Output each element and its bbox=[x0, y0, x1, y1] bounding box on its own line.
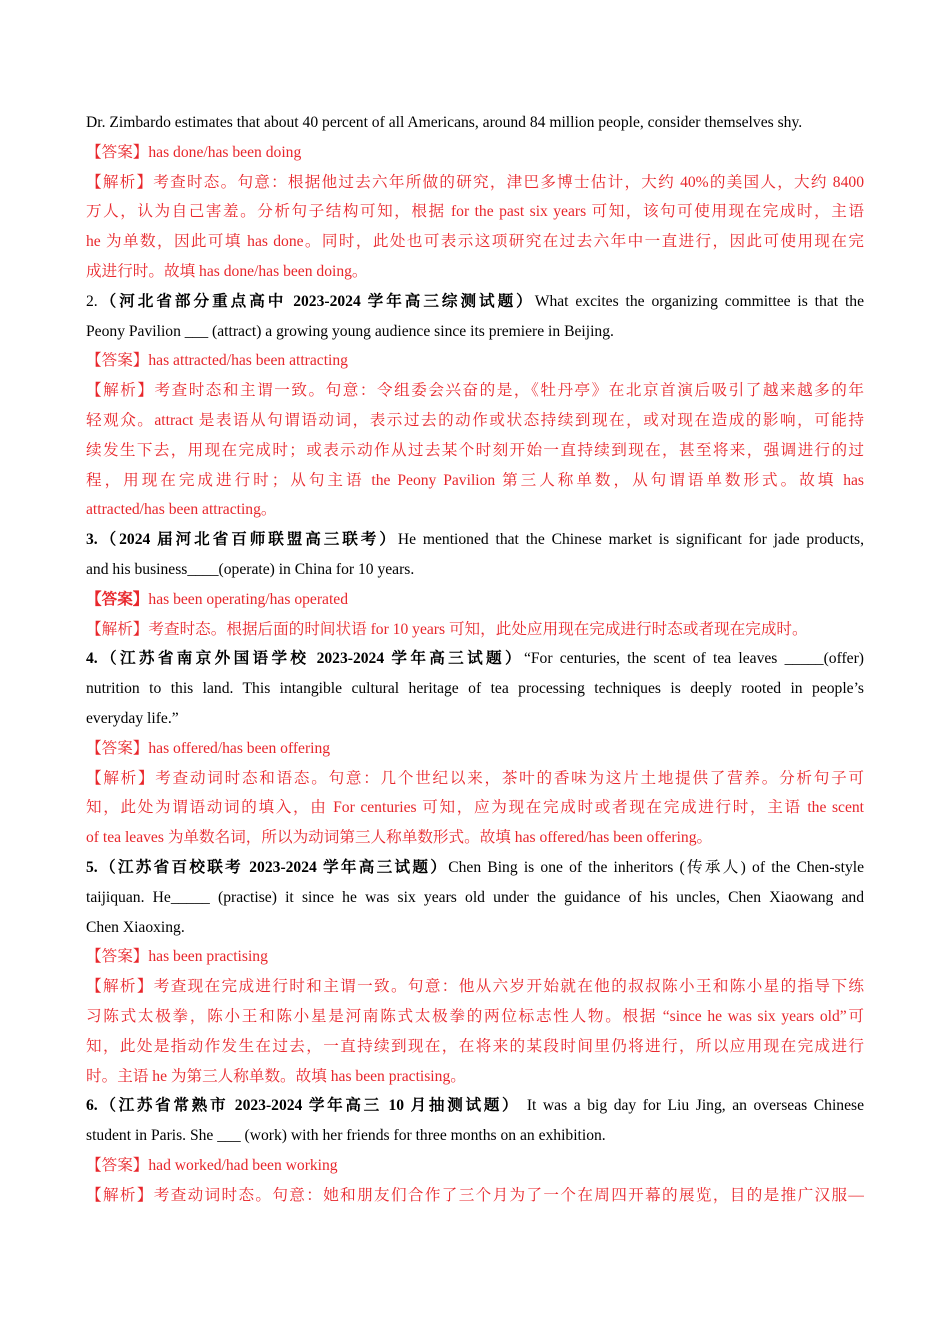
analysis-line: 成进行时。故填 has done/has been doing。 bbox=[86, 262, 368, 280]
analysis-line: 程，用现在完成进行时；从句主语 the Peony Pavilion 第三人称单数，从句谓语单数形式。故填 has bbox=[86, 471, 864, 489]
question-source: （江苏省常熟市 2023-2024 学年高三 10 月抽测试题） bbox=[97, 1097, 521, 1115]
analysis-line: 【解析】考查时态。句意：根据他过去六年所做的研究，津巴多博士估计，大约 40%的美国人，大约 8400 bbox=[86, 173, 864, 191]
analysis-line: 时。主语 he 为第三人称单数。故填 has been practising。 bbox=[86, 1067, 466, 1085]
question-line bbox=[86, 1091, 864, 1121]
analysis-line: 续发生下去，用现在完成时；或表示动作从过去某个时刻开始一直持续到现在，甚至将来，强调进行的过 bbox=[86, 441, 864, 459]
q3-analysis bbox=[86, 615, 864, 645]
q6-answer: 【答案】had worked/had been working bbox=[86, 1156, 338, 1174]
analysis-line: 轻观众。attract 是表语从句谓语动词，表示过去的动作或状态持续到现在，或对现在造成的影响，可能持 bbox=[86, 411, 864, 429]
intro-line: Dr. Zimbardo estimates that about 40 percent of all Americans, around 84 million people, consider themselves shy. bbox=[86, 114, 803, 131]
analysis-line: 【解析】考查动词时态和语态。句意：几个世纪以来，茶叶的香味为这片土地提供了营养。分析句子可 bbox=[86, 769, 864, 787]
analysis-line: 万人，认为自己害羞。分析句子结构可知，根据 for the past six years 可知，该句可使用现在完成时，主语 bbox=[86, 203, 864, 221]
question-number: 3. bbox=[86, 531, 98, 549]
question-3 bbox=[86, 525, 864, 585]
q1-answer: 【答案】has done/has been doing bbox=[86, 143, 302, 161]
question-text: It was a big day for Liu Jing, an overseas Chinese bbox=[520, 1097, 864, 1115]
question-text: Chen Bing is one of the inheritors (传承人) of the Chen-style bbox=[448, 858, 864, 876]
question-line bbox=[86, 644, 864, 674]
analysis-line: 【解析】考查时态和主谓一致。句意：令组委会兴奋的是，《牡丹亭》在北京首演后吸引了越来越多的年 bbox=[86, 382, 864, 400]
analysis-line: 【解析】考查现在完成进行时和主谓一致。句意：他从六岁开始就在他的叔叔陈小王和陈小星的指导下练 bbox=[86, 978, 864, 996]
question-line: student in Paris. She ___ (work) with her friends for three months on an exhibition. bbox=[86, 1127, 606, 1145]
question-line: Peony Pavilion ___ (attract) a growing young audience since its premiere in Beijing. bbox=[86, 322, 614, 340]
question-line bbox=[86, 853, 864, 883]
question-line bbox=[86, 287, 864, 317]
analysis-line: 【解析】考查时态。根据后面的时间状语 for 10 years 可知，此处应用现在完成进行时态或者现在完成时。 bbox=[86, 620, 808, 638]
question-number: 4. bbox=[86, 650, 98, 668]
q4-answer: 【答案】has offered/has been offering bbox=[86, 739, 331, 757]
question-5 bbox=[86, 853, 864, 942]
question-line: everyday life.” bbox=[86, 709, 179, 727]
q6-analysis bbox=[86, 1181, 864, 1211]
question-line: and his business____(operate) in China for 10 years. bbox=[86, 560, 415, 578]
analysis-line: attracted/has been attracting。 bbox=[86, 501, 277, 519]
question-6 bbox=[86, 1091, 864, 1151]
q2-answer: 【答案】has attracted/has been attracting bbox=[86, 352, 348, 370]
analysis-line: 知，此处为谓语动词的填入，由 For centuries 可知，应为现在完成时或者现在完成进行时，主语 the scent bbox=[86, 799, 864, 817]
q5-answer: 【答案】has been practising bbox=[86, 948, 268, 966]
question-line bbox=[86, 525, 864, 555]
question-2 bbox=[86, 287, 864, 347]
analysis-line: 知，此处是指动作发生在过去，一直持续到现在，在将来的某段时间里仍将进行，所以应用现在完成进行 bbox=[86, 1037, 864, 1055]
q1-analysis bbox=[86, 168, 864, 287]
question-line: Chen Xiaoxing. bbox=[86, 918, 185, 936]
q5-analysis bbox=[86, 972, 864, 1091]
question-source: （江苏省百校联考 2023-2024 学年高三试题） bbox=[97, 858, 449, 876]
analysis-line: he 为单数，因此可填 has done。同时，此处也可表示这项研究在过去六年中一直进行，因此可使用现在完 bbox=[86, 233, 864, 251]
question-number: 2. bbox=[86, 292, 98, 310]
question-source: （河北省部分重点高中 2023-2024 学年高三综测试题） bbox=[97, 292, 535, 310]
question-number: 6. bbox=[86, 1097, 98, 1115]
document-page bbox=[86, 108, 864, 1210]
question-text: “For centuries, the scent of tea leaves _____(offer) bbox=[523, 650, 864, 668]
question-source: （江苏省南京外国语学校 2023-2024 学年高三试题） bbox=[97, 650, 524, 668]
question-4 bbox=[86, 644, 864, 733]
analysis-line: 习陈式太极拳，陈小王和陈小星是河南陈式太极拳的两位标志性人物。根据 “since he was six years old”可 bbox=[86, 1007, 864, 1025]
q3-answer bbox=[86, 585, 864, 615]
question-number: 5. bbox=[86, 858, 98, 876]
question-text: He mentioned that the Chinese market is significant for jade products, bbox=[397, 531, 864, 549]
answer-text: has been operating/has operated bbox=[148, 590, 348, 608]
question-line: nutrition to this land. This intangible cultural heritage of tea processing techniques is deeply rooted in people’s bbox=[86, 680, 864, 698]
q2-analysis bbox=[86, 376, 864, 525]
analysis-line: 【解析】考查动词时态。句意：她和朋友们合作了三个月为了一个在周四开幕的展览，目的是推广汉服— bbox=[86, 1186, 864, 1204]
question-line: taijiquan. He_____ (practise) it since he was six years old under the guidance of his uncles, Chen Xiaowang and bbox=[86, 888, 864, 906]
question-source: （2024 届河北省百师联盟高三联考） bbox=[97, 531, 398, 549]
q4-analysis bbox=[86, 764, 864, 853]
answer-label: 【答案】 bbox=[86, 590, 149, 608]
analysis-line: of tea leaves 为单数名词，所以为动词第三人称单数形式。故填 has offered/has been offering。 bbox=[86, 829, 713, 847]
question-text: What excites the organizing committee is that the bbox=[534, 292, 864, 310]
